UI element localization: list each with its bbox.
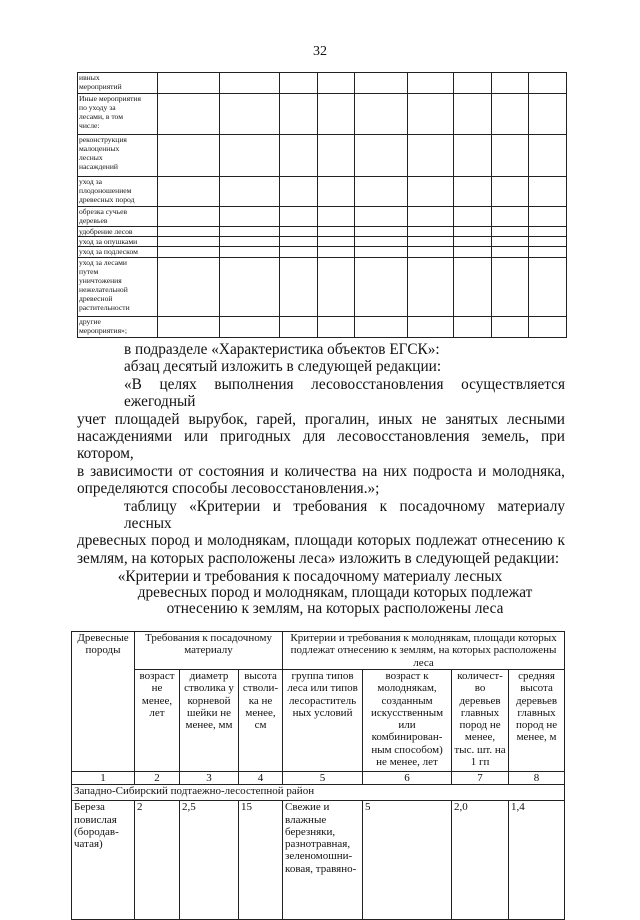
table-row — [78, 227, 567, 237]
empty-cell — [280, 94, 318, 135]
empty-cell — [408, 135, 454, 177]
activity-label — [78, 237, 158, 247]
empty-cell — [492, 258, 529, 317]
empty-cell — [454, 247, 492, 258]
activity-label-line: лесных — [79, 153, 103, 162]
column-number: 1 — [72, 772, 135, 785]
empty-cell — [158, 73, 220, 94]
column-number: 5 — [283, 772, 363, 785]
empty-cell — [529, 177, 567, 207]
activity-label-line: мероприятий — [79, 82, 122, 91]
activity-label-line: числе: — [79, 121, 100, 130]
empty-cell — [454, 227, 492, 237]
activity-label — [78, 135, 158, 177]
empty-cell — [158, 247, 220, 258]
table-row — [78, 177, 567, 207]
empty-cell — [318, 177, 355, 207]
activity-label-line: другие — [79, 317, 101, 326]
empty-cell — [492, 247, 529, 258]
activity-label — [78, 177, 158, 207]
activity-label — [78, 247, 158, 258]
activity-label — [78, 317, 158, 338]
empty-cell — [280, 317, 318, 338]
empty-cell — [158, 227, 220, 237]
empty-cell — [408, 73, 454, 94]
empty-cell — [529, 227, 567, 237]
activity-label-line: деревьев — [79, 216, 108, 225]
empty-cell — [529, 207, 567, 227]
empty-cell — [220, 317, 280, 338]
body-line: древесных пород и молоднякам, площади которых подлежат отнесению к — [77, 532, 565, 550]
body-text — [77, 341, 565, 567]
empty-cell — [355, 135, 408, 177]
empty-cell — [355, 237, 408, 247]
activity-label-line: плодоношением — [79, 186, 132, 195]
empty-cell — [529, 237, 567, 247]
activity-label-line: реконструкция — [79, 135, 127, 144]
empty-cell — [158, 207, 220, 227]
empty-cell — [408, 227, 454, 237]
empty-cell — [220, 73, 280, 94]
data-cell: 15 — [239, 801, 283, 920]
activity-label-line: нежелательной — [79, 285, 128, 294]
empty-cell — [318, 317, 355, 338]
empty-cell — [454, 258, 492, 317]
body-line: учет площадей вырубок, гарей, прогалин, иных не занятых лесными — [77, 410, 565, 428]
activity-label-line: древесной — [79, 294, 113, 303]
empty-cell — [158, 258, 220, 317]
empty-cell — [529, 73, 567, 94]
empty-cell — [454, 177, 492, 207]
empty-cell — [355, 227, 408, 237]
empty-cell — [158, 237, 220, 247]
table-row — [78, 73, 567, 94]
activity-label-line: древесных пород — [79, 195, 135, 204]
empty-cell — [318, 73, 355, 94]
empty-cell — [220, 247, 280, 258]
table-row — [78, 237, 567, 247]
data-cell: Свежие и влажные березняки, разнотравная, зеленомошни-ковая, травяно- — [283, 801, 363, 920]
body-line: «В целях выполнения лесовосстановления осуществляется ежегодный — [124, 375, 565, 411]
table-row — [78, 94, 567, 135]
empty-cell — [280, 247, 318, 258]
body-line: насаждениями или пригодных для лесовосстановления земель, при котором, — [77, 428, 565, 463]
column-number: 4 — [239, 772, 283, 785]
subheader-cell: возраст не менее, лет — [135, 670, 180, 772]
subheader-cell: диаметр стволика у корневой шейки не менее, мм — [180, 670, 239, 772]
empty-cell — [408, 177, 454, 207]
activity-label-line: уничтожения — [79, 276, 122, 285]
activity-label-line: уход за лесами — [79, 258, 127, 267]
empty-cell — [318, 207, 355, 227]
activity-label-line: путем — [79, 267, 99, 276]
empty-cell — [355, 317, 408, 338]
activity-label — [78, 227, 158, 237]
data-cell: 1,4 — [509, 801, 565, 920]
empty-cell — [454, 317, 492, 338]
column-number: 2 — [135, 772, 180, 785]
body-line: таблицу «Критерии и требования к посадочному материалу лесных — [124, 497, 565, 533]
activity-label-line: обрезка сучьев — [79, 207, 128, 216]
activity-label-line: уход за — [79, 177, 103, 186]
empty-cell — [318, 135, 355, 177]
empty-cell — [280, 73, 318, 94]
activity-label-line: ивных — [79, 73, 100, 82]
empty-cell — [318, 247, 355, 258]
empty-cell — [318, 258, 355, 317]
empty-cell — [492, 177, 529, 207]
empty-cell — [280, 135, 318, 177]
empty-cell — [454, 73, 492, 94]
activity-label-line: мероприятия»; — [79, 326, 127, 335]
empty-cell — [408, 247, 454, 258]
activity-label-line: малоценных — [79, 144, 120, 153]
empty-cell — [355, 247, 408, 258]
empty-cell — [408, 317, 454, 338]
body-line: землям, на которых расположены леса» изложить в следующей редакции: — [77, 549, 560, 567]
empty-cell — [492, 227, 529, 237]
empty-cell — [454, 237, 492, 247]
empty-cell — [280, 207, 318, 227]
empty-cell — [318, 227, 355, 237]
empty-cell — [220, 227, 280, 237]
activity-label-line: по уходу за — [79, 103, 116, 112]
empty-cell — [529, 135, 567, 177]
activity-label-line: удобрение лесов — [79, 227, 133, 236]
empty-cell — [408, 94, 454, 135]
empty-cell — [454, 135, 492, 177]
empty-cell — [408, 207, 454, 227]
empty-cell — [158, 177, 220, 207]
body-line: в подразделе «Характеристика объектов ЕГСК»: — [124, 341, 440, 358]
empty-cell — [408, 237, 454, 247]
empty-cell — [529, 258, 567, 317]
empty-cell — [454, 94, 492, 135]
empty-cell — [492, 73, 529, 94]
empty-cell — [355, 73, 408, 94]
empty-cell — [355, 94, 408, 135]
empty-cell — [280, 177, 318, 207]
empty-cell — [492, 94, 529, 135]
data-cell: Береза повислая (бородав-чатая) — [72, 801, 135, 920]
region-row: Западно-Сибирский подтаежно-лесостепной район — [72, 785, 565, 801]
column-number: 6 — [363, 772, 452, 785]
empty-cell — [220, 237, 280, 247]
empty-cell — [158, 94, 220, 135]
empty-cell — [492, 135, 529, 177]
table-title — [0, 569, 640, 617]
activity-label — [78, 94, 158, 135]
empty-cell — [280, 237, 318, 247]
empty-cell — [492, 207, 529, 227]
empty-cell — [280, 258, 318, 317]
subheader-cell: возраст к молоднякам, созданным искусственным или комбинирован-ным способом) не менее, лет — [363, 670, 452, 772]
data-cell: 2,5 — [180, 801, 239, 920]
activity-label-line: Иные мероприятия — [79, 94, 141, 103]
activity-label — [78, 258, 158, 317]
empty-cell — [529, 94, 567, 135]
activity-label-line: уход за опушками — [79, 237, 138, 246]
empty-cell — [355, 177, 408, 207]
empty-cell — [454, 207, 492, 227]
body-line: определяются способы лесовосстановления.»; — [77, 480, 380, 498]
subheader-cell: высота стволи-ка не менее, см — [239, 670, 283, 772]
empty-cell — [318, 94, 355, 135]
activity-label-line: уход за подлеском — [79, 247, 138, 256]
activity-label-line: насаждений — [79, 162, 118, 171]
header-planting-material: Требования к посадочному материалу — [135, 632, 283, 670]
forest-activities-table — [77, 72, 567, 338]
column-number: 8 — [509, 772, 565, 785]
data-cell: 2 — [135, 801, 180, 920]
data-cell: 5 — [363, 801, 452, 920]
empty-cell — [158, 135, 220, 177]
empty-cell — [408, 258, 454, 317]
empty-cell — [220, 94, 280, 135]
page-number: 32 — [313, 44, 327, 59]
data-cell: 2,0 — [452, 801, 509, 920]
empty-cell — [355, 258, 408, 317]
column-number: 3 — [180, 772, 239, 785]
empty-cell — [220, 258, 280, 317]
table-row — [78, 207, 567, 227]
table-row — [78, 258, 567, 317]
table-title-line: «Критерии и требования к посадочному материалу лесных — [117, 568, 503, 586]
criteria-table — [71, 631, 565, 920]
table-title-line: древесных пород и молоднякам, площади которых подлежат — [137, 584, 533, 602]
empty-cell — [280, 227, 318, 237]
empty-cell — [220, 207, 280, 227]
activity-label — [78, 207, 158, 227]
activity-label — [78, 73, 158, 94]
empty-cell — [220, 177, 280, 207]
table-title-line: отнесению к землям, на которых расположены леса — [166, 600, 504, 618]
subheader-cell: количест-во деревьев главных пород не менее, тыс. шт. на 1 гп — [452, 670, 509, 772]
header-species: Древесные породы — [72, 632, 135, 772]
empty-cell — [492, 237, 529, 247]
empty-cell — [158, 317, 220, 338]
empty-cell — [355, 207, 408, 227]
empty-cell — [529, 247, 567, 258]
header-young-stands: Критерии и требования к молоднякам, площади которых подлежат отнесению к землям, на которых расположены леса — [283, 632, 565, 670]
empty-cell — [318, 237, 355, 247]
empty-cell — [492, 317, 529, 338]
table-row — [78, 247, 567, 258]
column-number: 7 — [452, 772, 509, 785]
activity-label-line: лесами, в том — [79, 112, 124, 121]
table-row — [78, 135, 567, 177]
empty-cell — [529, 317, 567, 338]
table-row — [78, 317, 567, 338]
empty-cell — [220, 135, 280, 177]
body-line: абзац десятый изложить в следующей редакции: — [124, 358, 442, 376]
subheader-cell: группа типов леса или типов лесораститель ных условий — [283, 670, 363, 772]
body-line: в зависимости от состояния и количества на них подроста и молодняка, — [77, 462, 565, 480]
activity-label-line: растительности — [79, 303, 130, 312]
subheader-cell: средняя высота деревьев главных пород не менее, м — [509, 670, 565, 772]
